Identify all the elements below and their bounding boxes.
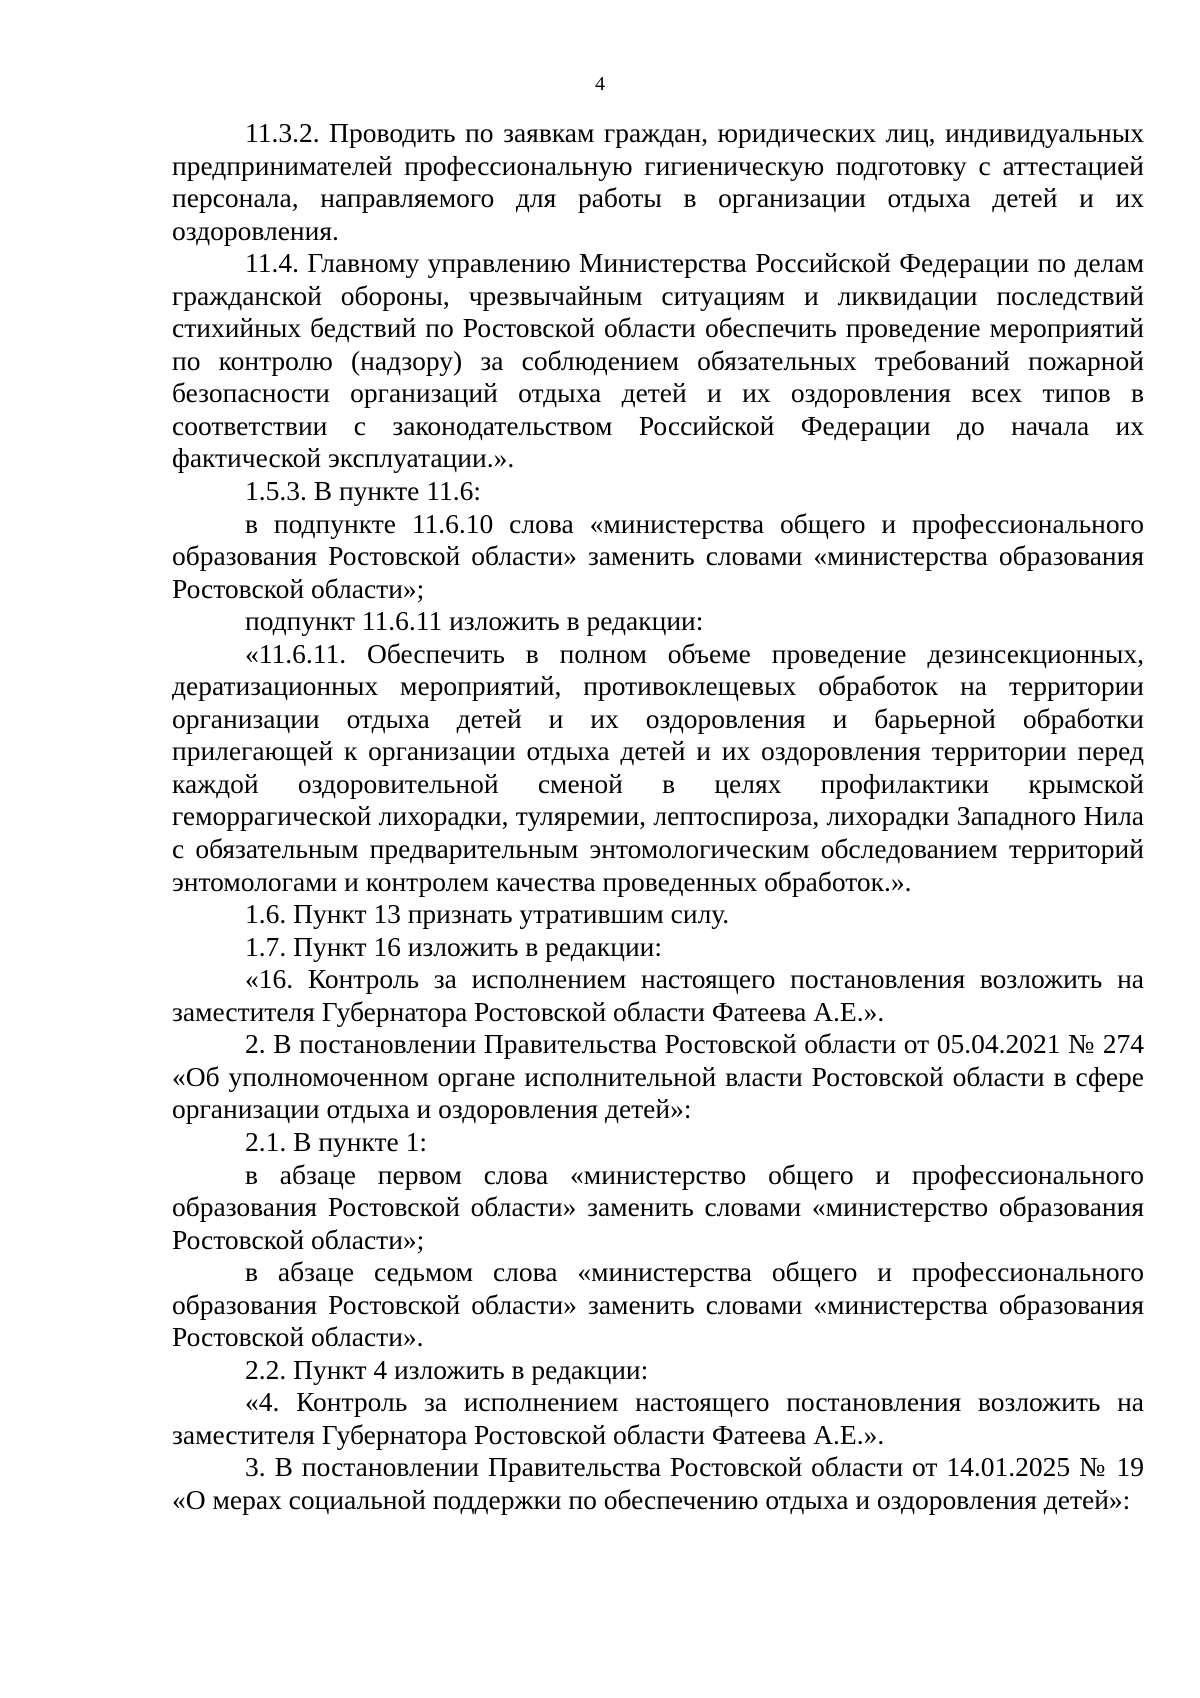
paragraph-11-3-2: 11.3.2. Проводить по заявкам граждан, юридических лиц, индивидуальных предпринимателей профессиональную гигиеническую подготовку с аттестацией персонала, направляемого для работы в организации отдыха детей и их оздоровления. [172, 117, 1144, 246]
document-body [172, 117, 1144, 1517]
paragraph-1-6: 1.6. Пункт 13 признать утратившим силу. [245, 898, 730, 930]
paragraph-1-7: 1.7. Пункт 16 изложить в редакции: [245, 930, 663, 962]
paragraph-1-5-3: 1.5.3. В пункте 11.6: [245, 475, 481, 507]
paragraph-11-4: 11.4. Главному управлению Министерства Российской Федерации по делам гражданской обороны, чрезвычайным ситуациям и ликвидации последствий стихийных бедствий по Ростовской области обеспечить проведение мероприятий по контролю (надзору) за соблюдением обязательных требований пожарной безопасности организаций отдыха детей и их оздоровления всех типов в соответствии с законодательством Российской Федерации до начала их фактической эксплуатации.». [172, 247, 1144, 474]
paragraph-4: «4. Контроль за исполнением настоящего постановления возложить на заместителя Губернатора Ростовской области Фатеева А.Е.». [172, 1386, 1144, 1450]
paragraph-2-1-first-abzac: в абзаце первом слова «министерство общего и профессионального образования Ростовской области» заменить словами «министерство образования Ростовской области»; [172, 1158, 1144, 1255]
paragraph-subpoint-11-6-10: в подпункте 11.6.10 слова «министерства общего и профессионального образования Ростовской области» заменить словами «министерства образования Ростовской области»; [172, 507, 1144, 604]
paragraph-2-1: 2.1. В пункте 1: [245, 1125, 428, 1157]
page-number: 4 [595, 73, 605, 95]
paragraph-16: «16. Контроль за исполнением настоящего постановления возложить на заместителя Губернатора Ростовской области Фатеева А.Е.». [172, 963, 1144, 1027]
paragraph-2-1-seventh-abzac: в абзаце седьмом слова «министерства общего и профессионального образования Ростовской области» заменить словами «министерства образования Ростовской области». [172, 1256, 1144, 1353]
paragraph-11-6-11: «11.6.11. Обеспечить в полном объеме проведение дезинсекционных, дератизационных мероприятий, противоклещевых обработок на территории организации отдыха детей и их оздоровления и барьерной обработки прилегающей к организации отдыха детей и их оздоровления территории перед каждой оздоровительной сменой в целях профилактики крымской геморрагической лихорадки, туляремии, лептоспироза, лихорадки Западного Нила с обязательным предварительным энтомологическим обследованием территорий энтомологами и контролем качества проведенных обработок.». [172, 637, 1144, 897]
paragraph-2: 2. В постановлении Правительства Ростовской области от 05.04.2021 № 274 «Об уполномоченном органе исполнительной власти Ростовской области в сфере организации отдыха и оздоровления детей»: [172, 1028, 1144, 1125]
paragraph-2-2: 2.2. Пункт 4 изложить в редакции: [245, 1353, 649, 1385]
paragraph-3: 3. В постановлении Правительства Ростовской области от 14.01.2025 № 19 «О мерах социальной поддержки по обеспечению отдыха и оздоровления детей»: [172, 1451, 1144, 1515]
paragraph-subpoint-11-6-11-intro: подпункт 11.6.11 изложить в редакции: [245, 605, 704, 637]
